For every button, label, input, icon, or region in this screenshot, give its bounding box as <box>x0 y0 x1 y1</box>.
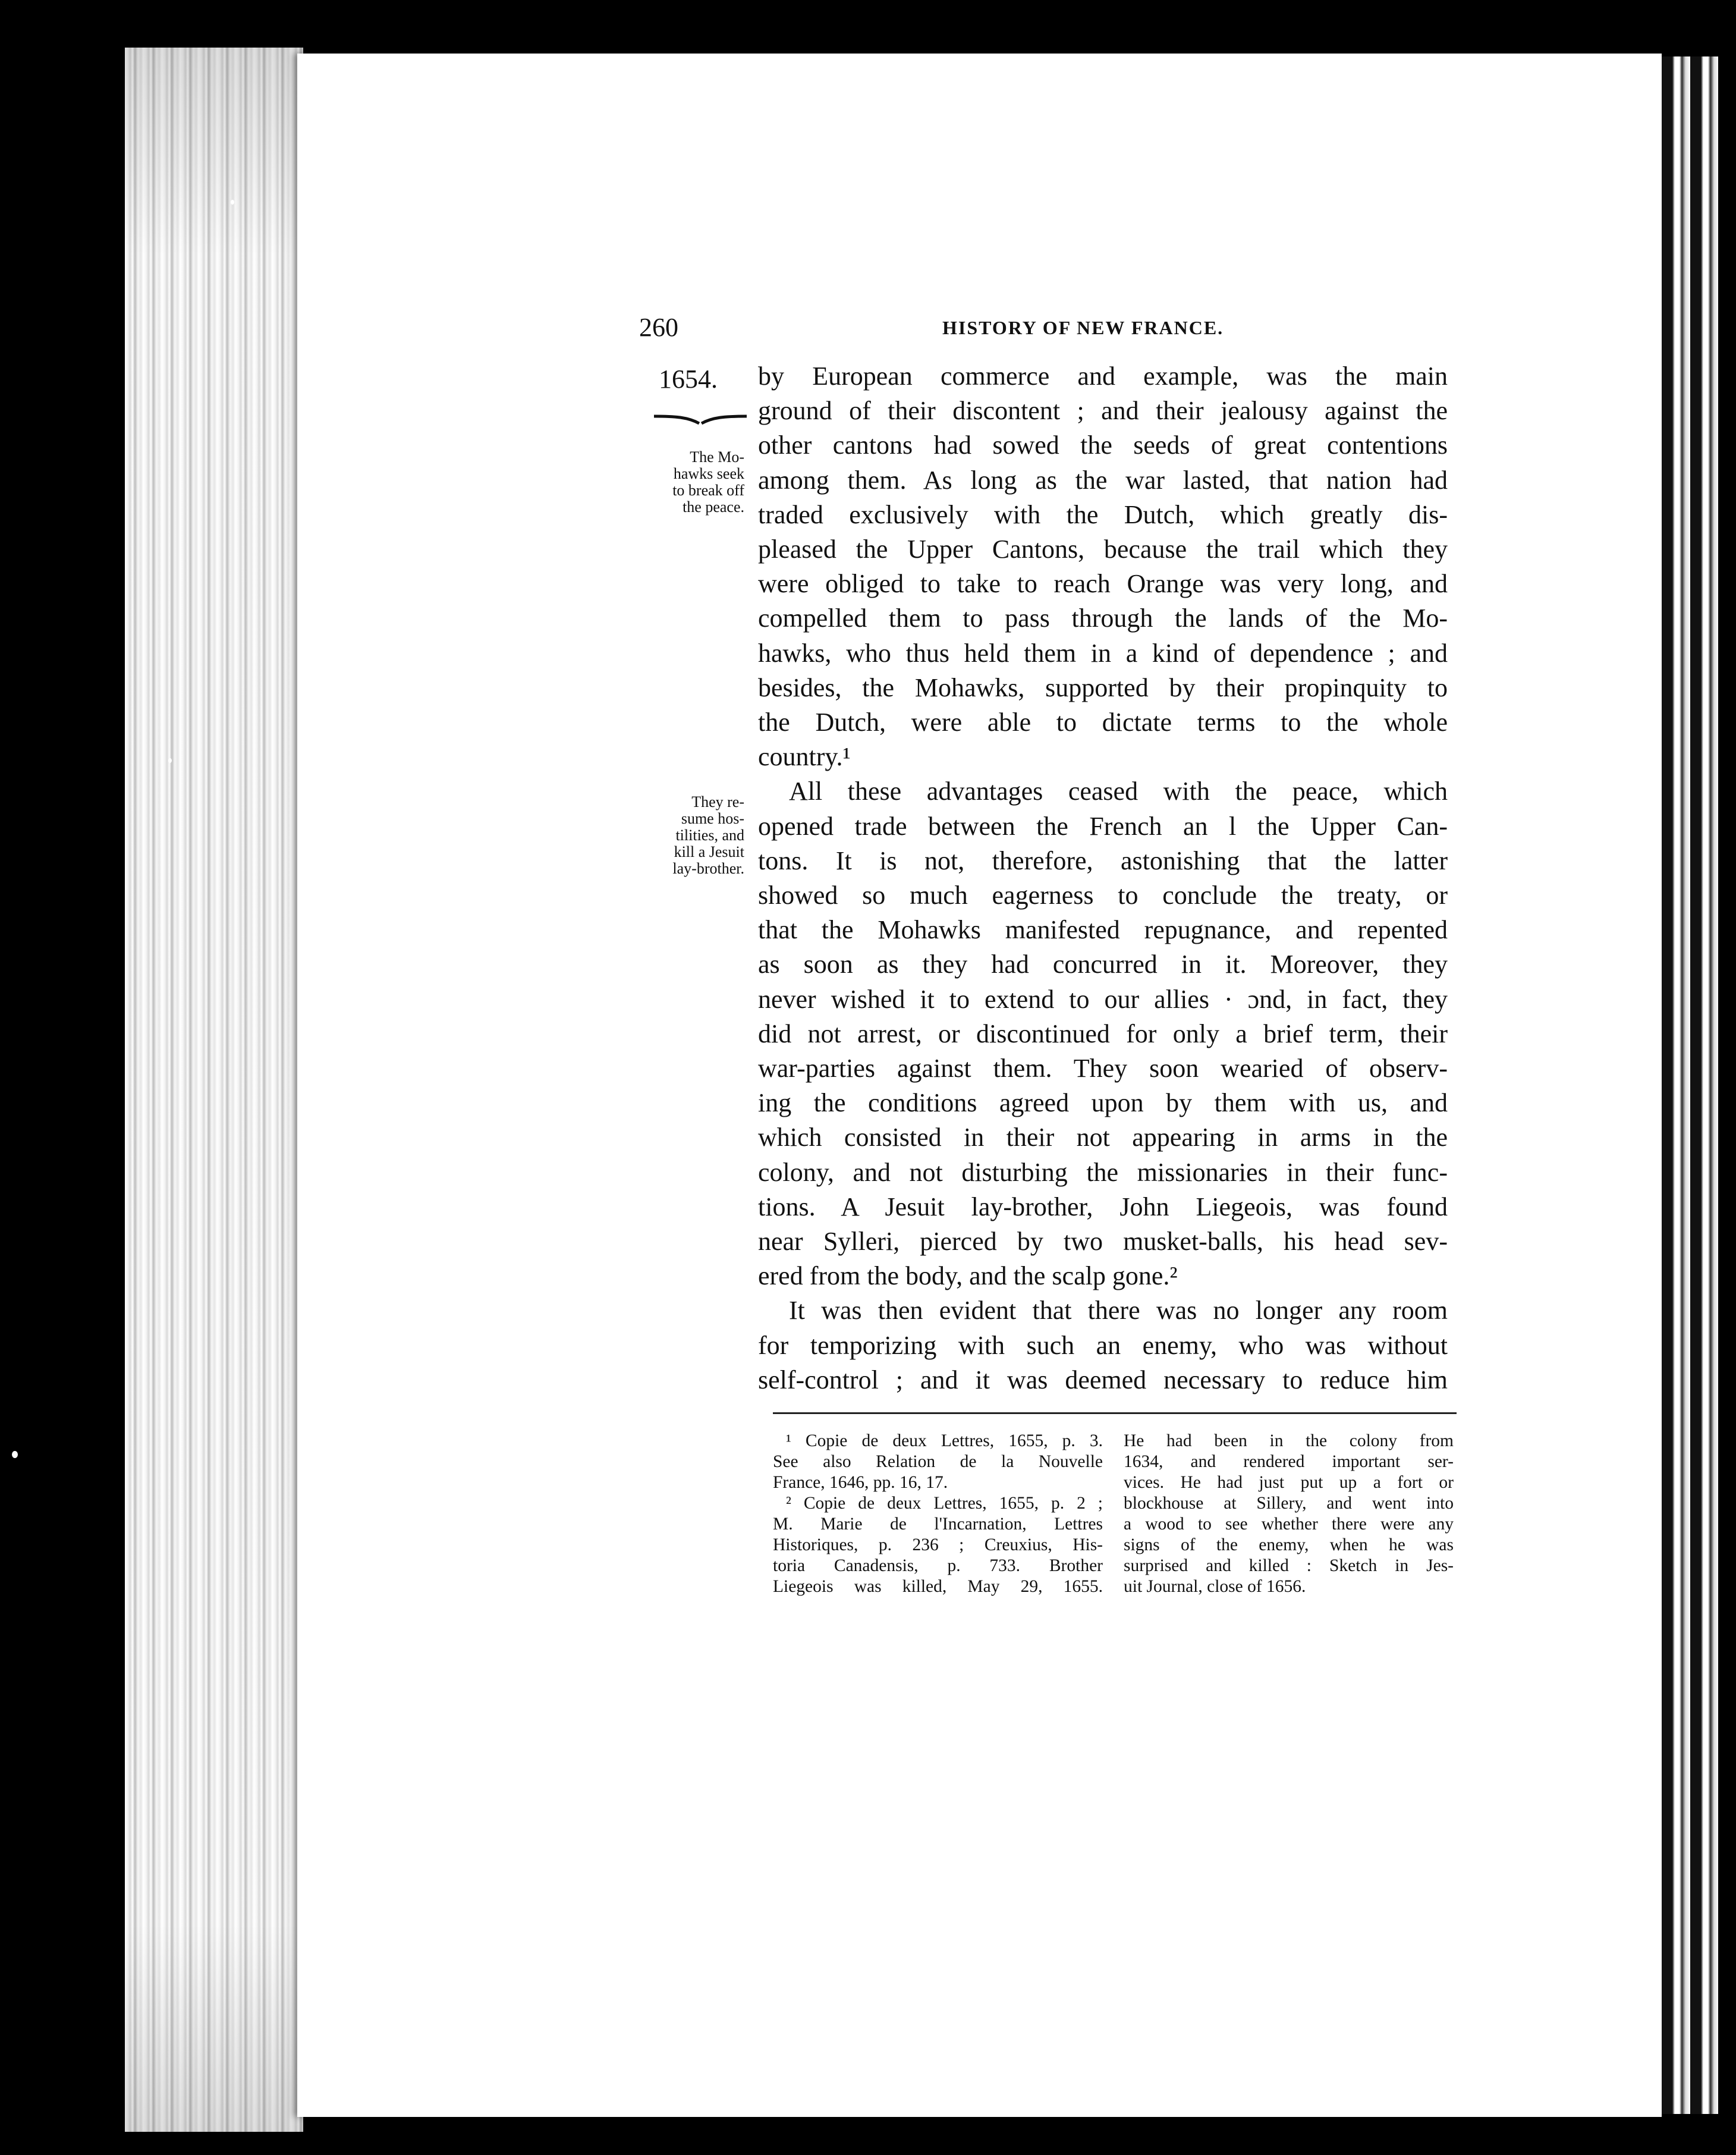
sidenote-line: kill a Jesuit <box>674 843 744 860</box>
body-line: All these advantages ceased with the peace, which <box>789 777 1448 806</box>
sidenote-line: the peace. <box>683 498 744 516</box>
dust-speck <box>168 758 172 763</box>
page-edges <box>125 48 303 2132</box>
sidenote-line: lay-brother. <box>672 860 744 877</box>
page-header <box>639 312 1293 348</box>
page-number: 260 <box>639 313 678 342</box>
body-line: other cantons had sowed the seeds of great contentions <box>758 431 1448 460</box>
body-line: did not arrest, or discontinued for only a brief term, their <box>758 1019 1448 1048</box>
sidenote-line: to break off <box>672 482 744 499</box>
body-line: among them. As long as the war lasted, that nation had <box>758 465 1448 495</box>
footnotes-left-column <box>773 1431 1103 1597</box>
body-line: never wished it to extend to our allies · ɔnd, in fact, they <box>758 984 1448 1014</box>
footnote-line: ² Copie de deux Lettres, 1655, p. 2 ; <box>786 1494 1103 1513</box>
body-line: the Dutch, were able to dictate terms to the whole <box>758 708 1448 737</box>
footnote-line: ¹ Copie de deux Lettres, 1655, p. 3. <box>786 1431 1103 1450</box>
body-line: that the Mohawks manifested repugnance, and repented <box>758 915 1448 945</box>
sidenote-line: sume hos- <box>681 810 744 827</box>
footnote-line: 1634, and rendered important ser- <box>1124 1452 1454 1471</box>
footnote-line: blockhouse at Sillery, and went into <box>1124 1494 1454 1513</box>
body-text <box>758 359 1448 1397</box>
dust-speck <box>12 1451 18 1458</box>
body-line: country.¹ <box>758 742 851 772</box>
margin-year: 1654. <box>659 365 718 394</box>
sidenote-line: tilities, and <box>675 827 744 844</box>
sidenote-line: The Mo- <box>690 448 744 466</box>
body-line: showed so much eagerness to conclude the treaty, or <box>758 881 1448 910</box>
body-line: self-control ; and it was deemed necessary to reduce him <box>758 1365 1448 1394</box>
body-line: traded exclusively with the Dutch, which greatly dis- <box>758 500 1448 529</box>
decorative-brace-icon <box>653 409 748 427</box>
body-line: ered from the body, and the scalp gone.² <box>758 1261 1178 1291</box>
facing-page-edge <box>1662 56 1718 2114</box>
sidenote-mohawks <box>643 449 744 516</box>
body-line: near Sylleri, pierced by two musket-balls, his head sev- <box>758 1227 1448 1256</box>
body-line: as soon as they had concurred in it. Moreover, they <box>758 950 1448 979</box>
body-line: besides, the Mohawks, supported by their propinquity to <box>758 673 1448 702</box>
footnote-line: He had been in the colony from <box>1124 1431 1454 1450</box>
body-line: pleased the Upper Cantons, because the trail which they <box>758 535 1448 564</box>
footnote-line: surprised and killed : Sketch in Jes- <box>1124 1556 1454 1575</box>
footnote-line: Liegeois was killed, May 29, 1655. <box>773 1577 1103 1596</box>
body-line: were obliged to take to reach Orange was very long, and <box>758 569 1448 599</box>
body-line: war-parties against them. They soon wearied of observ- <box>758 1054 1448 1083</box>
body-line: opened trade between the French an l the Upper Can- <box>758 811 1448 841</box>
body-line: colony, and not disturbing the missionaries in their func- <box>758 1157 1448 1187</box>
footnotes-right-column <box>1124 1431 1454 1597</box>
body-line: compelled them to pass through the lands of the Mo- <box>758 604 1448 633</box>
body-line: ing the conditions agreed upon by them with us, and <box>758 1088 1448 1118</box>
footnote-line: signs of the enemy, when he was <box>1124 1535 1454 1554</box>
body-line: hawks, who thus held them in a kind of dependence ; and <box>758 638 1448 668</box>
footnote-line: uit Journal, close of 1656. <box>1124 1577 1306 1596</box>
sidenote-hostilities <box>643 794 744 877</box>
body-line: which consisted in their not appearing in arms in the <box>758 1123 1448 1152</box>
sidenote-line: hawks seek <box>673 465 744 482</box>
body-line: for temporizing with such an enemy, who was without <box>758 1330 1448 1360</box>
body-line: It was then evident that there was no longer any room <box>789 1296 1448 1325</box>
body-line: by European commerce and example, was the main <box>758 362 1448 391</box>
footnote-line: France, 1646, pp. 16, 17. <box>773 1473 948 1492</box>
dust-speck <box>231 200 234 205</box>
body-line: tions. A Jesuit lay-brother, John Liegeois, was found <box>758 1192 1448 1221</box>
footnote-rule <box>773 1412 1457 1414</box>
running-title: HISTORY OF NEW FRANCE. <box>942 317 1224 338</box>
body-line: ground of their discontent ; and their jealousy against the <box>758 396 1448 426</box>
body-line: tons. It is not, therefore, astonishing that the latter <box>758 846 1448 875</box>
footnote-line: toria Canadensis, p. 733. Brother <box>773 1556 1103 1575</box>
footnote-line: See also Relation de la Nouvelle <box>773 1452 1103 1471</box>
footnote-line: vices. He had just put up a fort or <box>1124 1473 1454 1492</box>
footnote-line: Historiques, p. 236 ; Creuxius, His- <box>773 1535 1103 1554</box>
sidenote-line: They re- <box>691 793 744 811</box>
footnote-line: a wood to see whether there were any <box>1124 1515 1454 1534</box>
footnote-line: M. Marie de l'Incarnation, Lettres <box>773 1515 1103 1534</box>
